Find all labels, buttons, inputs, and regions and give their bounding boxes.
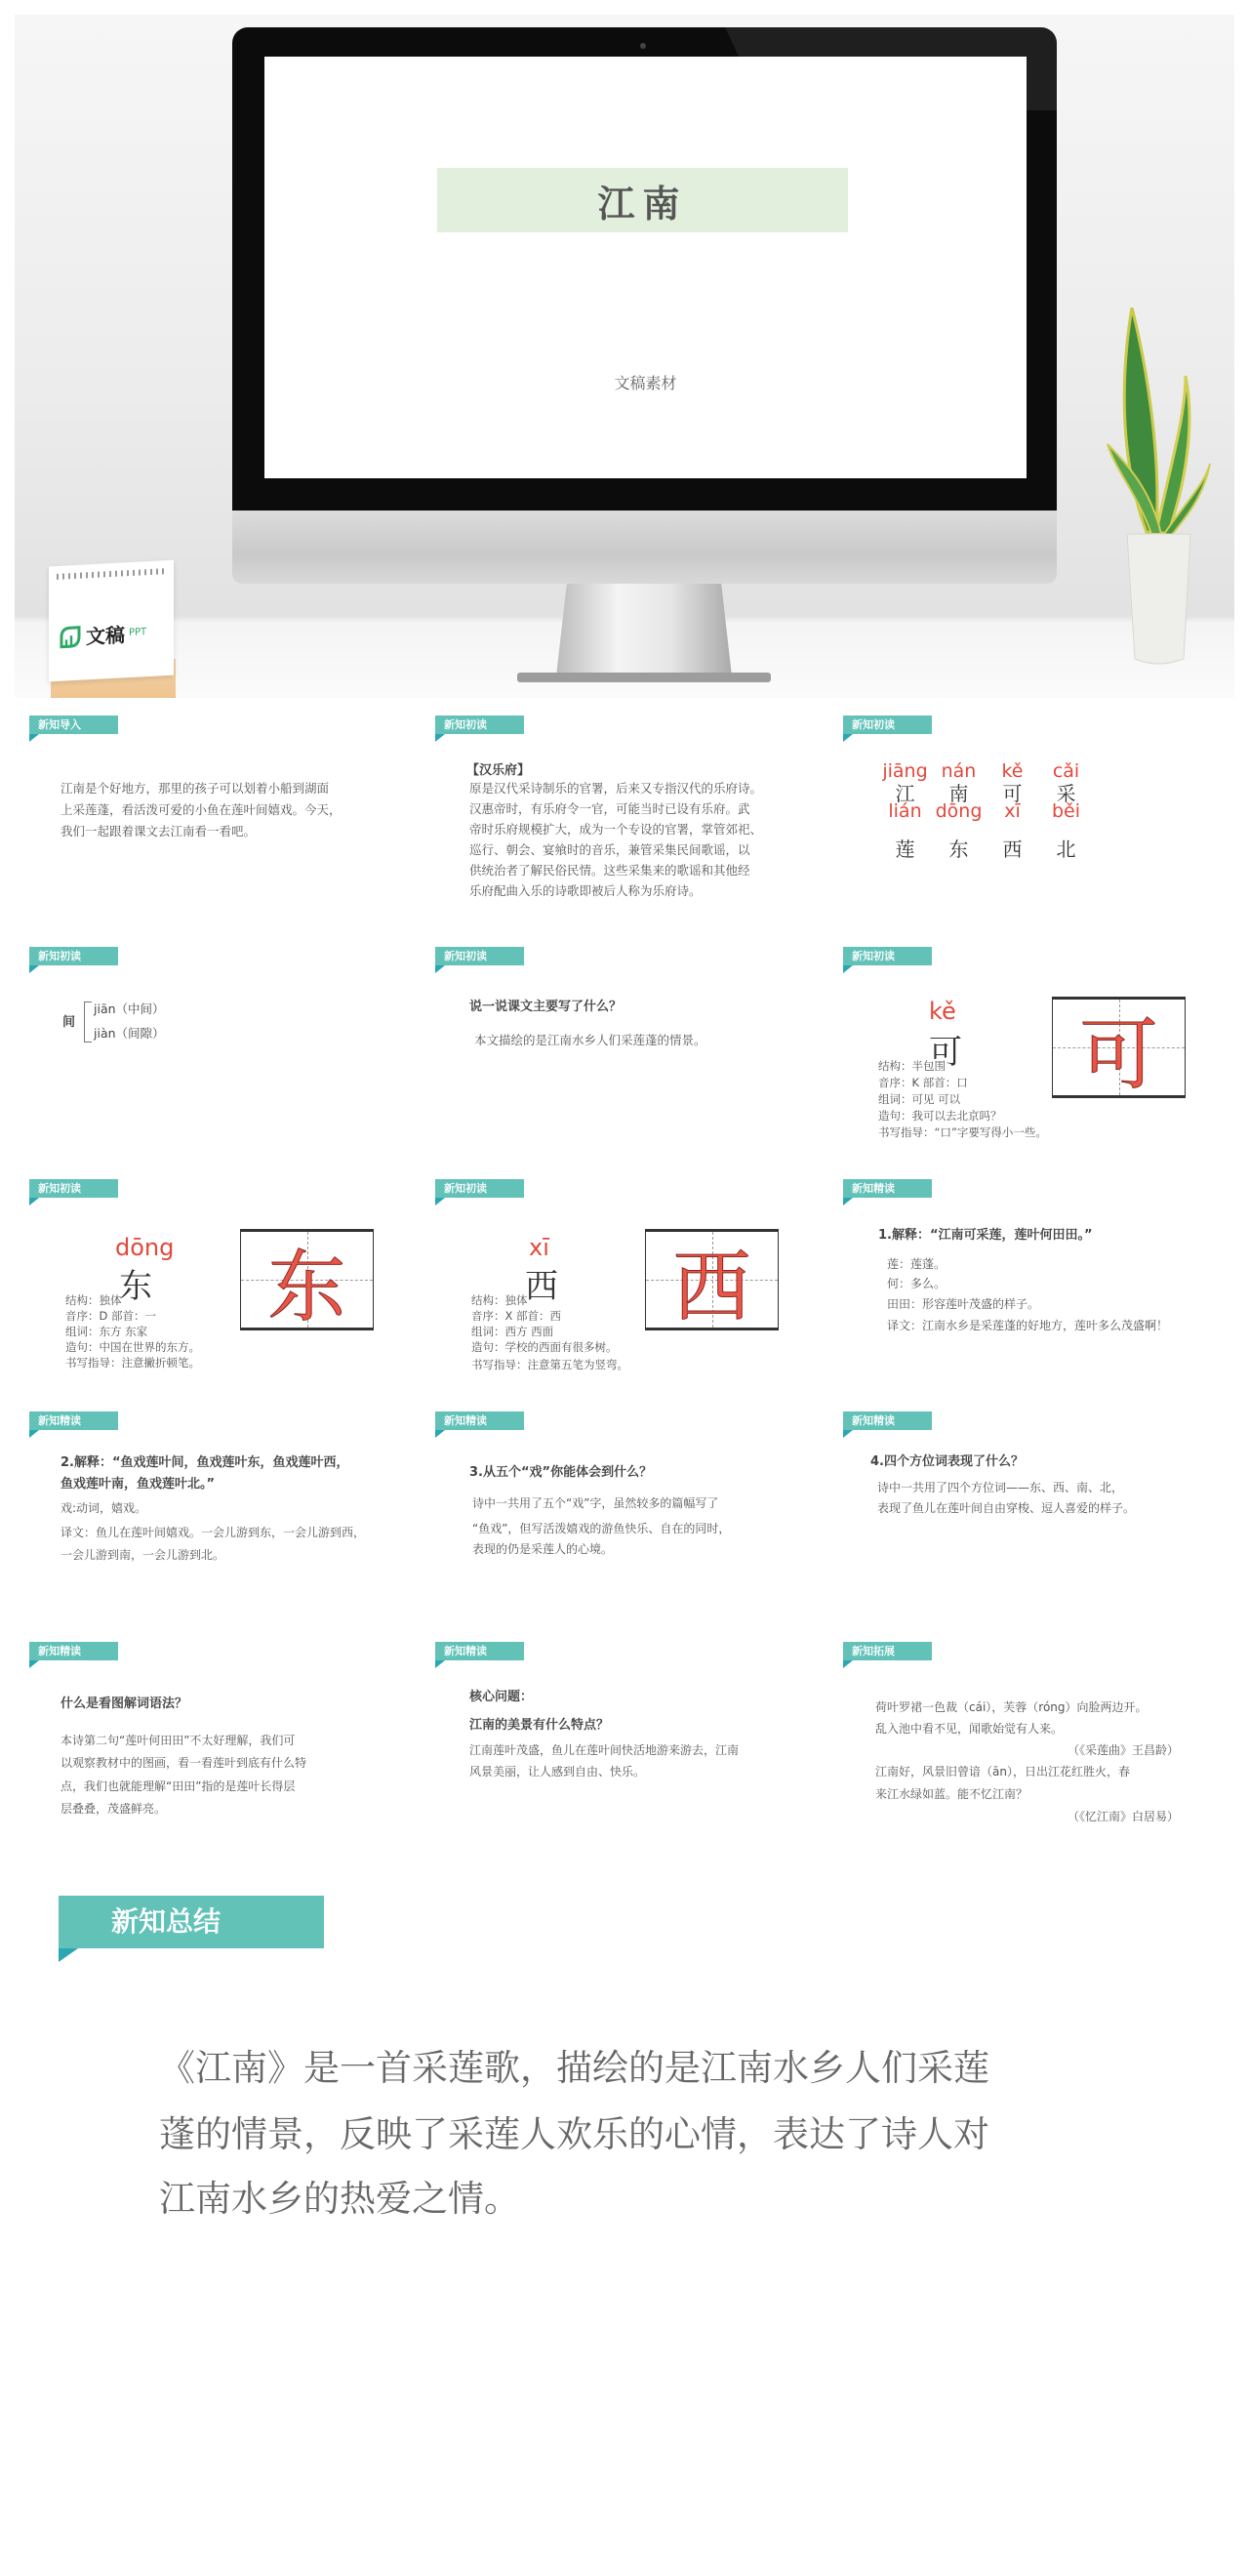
char-info: 音序：D 部首：一: [65, 1309, 157, 1323]
explain-line: 诗中一共用了五个“戏”字，虽然较多的篇幅写了: [472, 1496, 719, 1510]
yuefu-line: 乐府配曲入乐的诗歌即被后人称为乐府诗。: [469, 883, 702, 898]
yuefu-line: 巡行、朝会、宴飨时的音乐，兼管采集民间歌谣，以: [469, 842, 750, 857]
explain-line: 何：多么。: [887, 1277, 947, 1290]
section-badge: 新知精读: [29, 1642, 118, 1660]
poem-source: （《忆江南》白居易）: [1067, 1810, 1179, 1823]
stroke-char: 西: [672, 1241, 751, 1332]
char-info: 组词：可见 可以: [878, 1092, 961, 1106]
char-info: 组词：东方 东家: [65, 1325, 148, 1338]
section-badge: 新知拓展: [843, 1642, 932, 1660]
summary-badge: 新知总结: [59, 1896, 324, 1948]
explain-line: 表现的仍是采莲人的心境。: [472, 1542, 614, 1556]
stroke-char: 东: [267, 1241, 346, 1332]
explain-line: 风景美丽，让人感到自由、快乐。: [469, 1765, 646, 1779]
hanzi: 莲: [895, 838, 915, 861]
char-info: 书写指导：注意撇折顿笔。: [65, 1356, 200, 1370]
char-info: 结构：独体: [65, 1293, 122, 1307]
char-pinyin: xī: [529, 1234, 549, 1261]
section-badge: 新知初读: [843, 947, 932, 965]
yuefu-line: 供统治者了解民俗民情。这些采集来的歌谣和其他经: [469, 863, 750, 878]
section-badge: 新知初读: [29, 1179, 118, 1198]
section-badge: 新知初读: [435, 947, 524, 965]
poem-line: 来江水绿如蓝。能不忆江南？: [875, 1787, 1028, 1801]
pinyin-grid: [878, 760, 1112, 862]
pinyin: kě: [1001, 760, 1024, 782]
poem-line: 荷叶罗裙一色裁（cái），芙蓉（róng）向脸两边开。: [875, 1700, 1148, 1714]
char-large: 可: [929, 1033, 962, 1072]
explain-title: 4.四个方位词表现了什么？: [870, 1454, 1024, 1469]
char-info: 音序：X 部首：西: [471, 1309, 562, 1323]
hanzi: 南: [948, 782, 969, 805]
explain-line: 本诗第二句“莲叶何田田”不太好理解，我们可: [60, 1734, 296, 1747]
section-badge: 新知初读: [435, 716, 524, 734]
section-badge: 新知导入: [29, 716, 118, 734]
reading: jiān（中间）: [94, 1002, 165, 1016]
answer: 本文描绘的是江南水乡人们采莲蓬的情景。: [474, 1033, 706, 1047]
brand-logo: [59, 618, 146, 651]
char-info: 造句：我可以去北京吗？: [878, 1109, 1002, 1123]
hanzi: 北: [1056, 838, 1076, 861]
summary-line: 蓬的情景，反映了采莲人欢乐的心情，表达了诗人对: [159, 2113, 989, 2155]
yuefu-heading: 【汉乐府】: [466, 763, 531, 778]
slide-subtitle: 文稿素材: [614, 374, 677, 392]
explain-title: 3.从五个“戏”你能体会到什么？: [469, 1465, 653, 1480]
explain-title: 1.解释：“江南可采莲，莲叶何田田。”: [878, 1228, 1093, 1243]
writing-grid: [645, 1229, 779, 1330]
section-badge: 新知精读: [843, 1179, 932, 1198]
explain-title: 什么是看图解词语法？: [60, 1697, 188, 1711]
char-large: 西: [525, 1267, 558, 1306]
hanzi: 东: [948, 838, 969, 861]
explain-line: 一会儿游到南，一会儿游到北。: [60, 1548, 225, 1562]
pinyin: xī: [1004, 800, 1021, 822]
explain-line: 江南莲叶茂盛，鱼儿在莲叶间快活地游来游去，江南: [469, 1743, 740, 1757]
monitor: [232, 27, 1057, 511]
monitor-stand: [556, 584, 732, 676]
monitor-stand-base: [517, 673, 771, 682]
summary-line: 《江南》是一首采莲歌，描绘的是江南水乡人们采莲: [159, 2047, 989, 2089]
hanzi-row: [878, 834, 1112, 862]
camera-icon: [640, 43, 646, 49]
potted-plant-image: [1078, 307, 1225, 678]
char-info: 书写指导：“口”字要写得小一些。: [878, 1125, 1047, 1139]
writing-grid: [1052, 997, 1186, 1098]
polyphone-char: 间: [62, 1015, 76, 1030]
logo-text: 文稿: [86, 623, 125, 649]
hanzi: 西: [1002, 838, 1023, 861]
section-badge: 新知初读: [435, 1179, 524, 1198]
pinyin: běi: [1051, 800, 1081, 822]
core-question: 江南的美景有什么特点？: [469, 1718, 610, 1733]
poem-line: 江南好，风景旧曾谙（ān），日出江花红胜火，春: [875, 1765, 1130, 1779]
intro-line: 上采莲蓬，看活泼可爱的小鱼在莲叶间嬉戏。今天，: [60, 802, 342, 817]
explain-line: “鱼戏”，但写活泼嬉戏的游鱼快乐、自在的同时，: [472, 1522, 731, 1535]
calendar-card: [49, 560, 174, 682]
explain-line: 层叠叠，茂盛鲜亮。: [60, 1802, 167, 1816]
explain-line: 田田：形容莲叶茂盛的样子。: [887, 1297, 1040, 1311]
stroke-char: 可: [1079, 1008, 1158, 1100]
desk-calendar: [49, 552, 178, 698]
char-info: 造句：学校的西面有很多树。: [471, 1340, 618, 1354]
char-info: 组词：西方 西面: [471, 1325, 554, 1338]
slide-title: 江南: [437, 168, 848, 232]
calendar-rings: [57, 568, 166, 580]
explain-line: 译文：鱼儿在莲叶间嬉戏。一会儿游到东，一会儿游到西，: [60, 1526, 366, 1539]
char-info: 造句：中国在世界的东方。: [65, 1340, 200, 1354]
logo-suffix: PPT: [129, 627, 147, 639]
explain-line: 表现了鱼儿在莲叶间自由穿梭、逗人喜爱的样子。: [877, 1501, 1136, 1515]
pinyin: lián: [888, 800, 922, 822]
section-badge: 新知初读: [843, 716, 932, 734]
yuefu-line: 帝时乐府规模扩大，成为一个专设的官署，掌管郊祀、: [469, 822, 763, 837]
pinyin: nán: [941, 760, 977, 782]
explain-line: 以观察教材中的图画，看一看莲叶到底有什么特: [60, 1756, 307, 1770]
explain-line: 诗中一共用了四个方位词——东、西、南、北，: [877, 1481, 1124, 1494]
writing-grid: [240, 1229, 374, 1330]
explain-title: 2.解释：“鱼戏莲叶间，鱼戏莲叶东，鱼戏莲叶西，: [60, 1455, 349, 1470]
section-badge: 新知精读: [843, 1411, 932, 1430]
yuefu-line: 原是汉代采诗制乐的官署，后来又专指汉代的乐府诗。: [469, 781, 763, 796]
poem-line: 乱入池中看不见，闻歌始觉有人来。: [875, 1722, 1064, 1736]
intro-line: 我们一起跟着课文去江南看一看吧。: [60, 824, 257, 838]
explain-line: 戏:动词，嬉戏。: [60, 1501, 147, 1515]
char-info: 结构：独体: [471, 1293, 528, 1307]
pinyin: cǎi: [1052, 760, 1080, 782]
section-badge: 新知精读: [435, 1411, 524, 1430]
char-large: 东: [119, 1267, 152, 1306]
char-info: 结构：半包围: [878, 1059, 946, 1073]
explain-line: 译文：江南水乡是采莲蓬的好地方，莲叶多么茂盛啊！: [887, 1319, 1169, 1332]
hero-banner: [15, 15, 1234, 698]
hanzi: 可: [1002, 782, 1023, 805]
explain-title: 鱼戏莲叶南，鱼戏莲叶北。”: [60, 1477, 216, 1492]
summary-line: 江南水乡的热爱之情。: [159, 2178, 520, 2220]
section-badge: 新知精读: [435, 1642, 524, 1660]
section-badge: 新知精读: [29, 1411, 118, 1430]
intro-line: 江南是个好地方，那里的孩子可以划着小船到湖面: [60, 781, 330, 796]
slide-screen: [264, 57, 1027, 478]
char-pinyin: kě: [929, 998, 956, 1025]
question: 说一说课文主要写了什么？: [469, 1000, 623, 1014]
hanzi: 江: [895, 782, 915, 805]
pinyin: dōng: [935, 800, 983, 822]
explain-line: 点，我们也就能理解“田田”指的是莲叶长得层: [60, 1779, 296, 1793]
pinyin: jiāng: [882, 760, 928, 782]
pinyin-row: [878, 800, 1112, 822]
section-badge: 新知初读: [29, 947, 118, 965]
hanzi: 采: [1056, 782, 1076, 805]
leaf-logo-icon: [59, 624, 82, 648]
explain-line: 莲：莲蓬。: [887, 1257, 947, 1271]
monitor-chin: [232, 511, 1057, 584]
char-info: 音序：K 部首：口: [878, 1076, 968, 1089]
char-pinyin: dōng: [115, 1234, 175, 1261]
poem-source: （《采莲曲》王昌龄）: [1067, 1743, 1179, 1757]
bracket: [84, 1002, 92, 1043]
char-info: 书写指导：注意第五笔为竖弯。: [471, 1358, 628, 1371]
core-question-label: 核心问题：: [469, 1690, 534, 1704]
reading: jiàn（间隙）: [94, 1026, 165, 1041]
yuefu-line: 汉惠帝时，有乐府令一官，可能当时已设有乐府。武: [469, 801, 750, 816]
